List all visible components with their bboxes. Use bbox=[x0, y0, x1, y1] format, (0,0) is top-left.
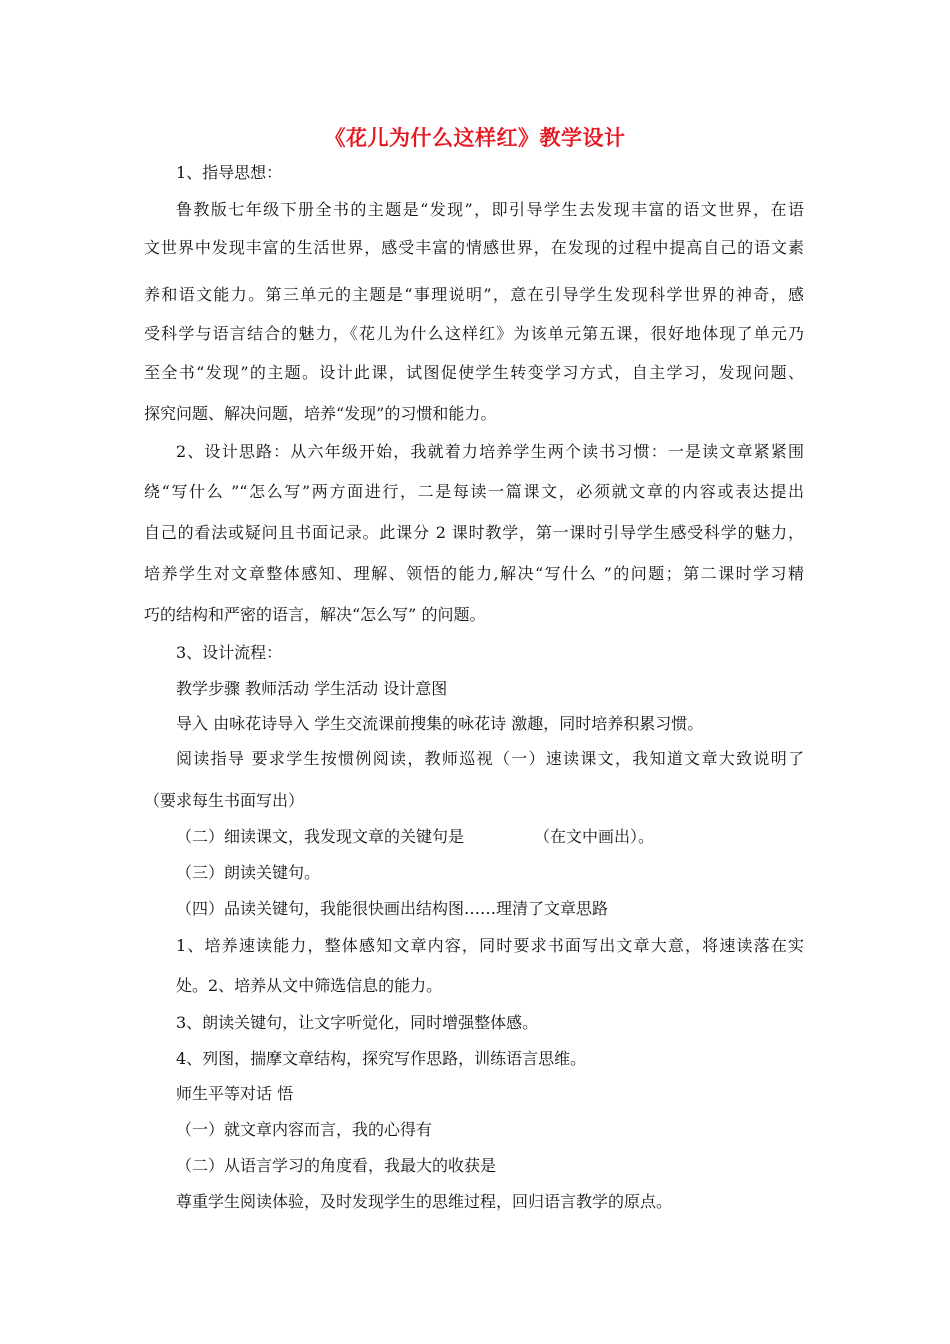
paragraph-line: 绕“写什么 ”“怎么写”两方面进行，二是每读一篇课文，必须就文章的内容或表达提出 bbox=[144, 482, 804, 501]
design-intent-line: 1、培养速读能力，整体感知文章内容，同时要求书面写出文章大意，将速读落在实 bbox=[176, 936, 804, 955]
reading-task-3: （三）朗读关键句。 bbox=[176, 863, 321, 882]
dialogue-task-1: （一）就文章内容而言，我的心得有 bbox=[176, 1120, 433, 1139]
dialogue-intent: 尊重学生阅读体验，及时发现学生的思维过程，回归语言教学的原点。 bbox=[176, 1192, 673, 1211]
flow-step-dialogue: 师生平等对话 悟 bbox=[176, 1084, 294, 1103]
dialogue-task-2: （二）从语言学习的角度看，我最大的收获是 bbox=[176, 1156, 497, 1175]
flow-step-intro: 导入 由咏花诗导入 学生交流课前搜集的咏花诗 激趣，同时培养积累习惯。 bbox=[176, 714, 704, 733]
section-heading-guiding-idea: 1、指导思想： bbox=[176, 163, 283, 182]
reading-task-2-note: （在文中画出）。 bbox=[534, 827, 655, 846]
paragraph-line: 文世界中发现丰富的生活世界，感受丰富的情感世界，在发现的过程中提高自己的语文素 bbox=[144, 238, 804, 257]
paragraph-line: 自己的看法或疑问且书面记录。此课分 2 课时教学，第一课时引导学生感受科学的魅力， bbox=[144, 523, 804, 542]
paragraph-line: 受科学与语言结合的魅力，《花儿为什么这样红》为该单元第五课，很好地体现了单元乃 bbox=[144, 324, 804, 343]
section-heading-design-idea: 2、设计思路：从六年级开始，我就着力培养学生两个读书习惯：一是读文章紧紧围 bbox=[176, 442, 804, 461]
design-intent-line: 4、列图，揣摩文章结构，探究写作思路，训练语言思维。 bbox=[176, 1049, 587, 1068]
paragraph-line: 鲁教版七年级下册全书的主题是“发现”，即引导学生去发现丰富的语文世界，在语 bbox=[176, 200, 804, 219]
section-heading-design-flow: 3、设计流程： bbox=[176, 643, 283, 662]
paragraph-line: 巧的结构和严密的语言，解决“怎么写” 的问题。 bbox=[144, 605, 486, 624]
flow-step-reading-guide: 阅读指导 要求学生按惯例阅读，教师巡视（一）速读课文，我知道文章大致说明了 bbox=[176, 749, 804, 768]
reading-task-4: （四）品读关键句，我能很快画出结构图……理清了文章思路 bbox=[176, 899, 609, 918]
design-intent-line: 处。2、培养从文中筛选信息的能力。 bbox=[176, 976, 443, 995]
paragraph-line: （要求每生书面写出） bbox=[144, 791, 305, 810]
design-intent-line: 3、朗读关键句，让文字听觉化，同时增强整体感。 bbox=[176, 1013, 539, 1032]
paragraph-line: 养和语文能力。第三单元的主题是“事理说明”，意在引导学生发现科学世界的神奇，感 bbox=[144, 285, 804, 304]
paragraph-line: 探究问题、解决问题，培养“发现”的习惯和能力。 bbox=[144, 404, 497, 423]
paragraph-line: 至全书“发现”的主题。设计此课，试图促使学生转变学习方式，自主学习，发现问题、 bbox=[144, 363, 804, 382]
paragraph-line: 培养学生对文章整体感知、理解、领悟的能力,解决“写什么 ”的问题；第二课时学习精 bbox=[144, 564, 804, 583]
reading-task-2-text: （二）细读课文，我发现文章的关键句是 bbox=[176, 827, 465, 846]
document-title: 《花儿为什么这样红》教学设计 bbox=[324, 126, 626, 150]
reading-task-2 bbox=[176, 827, 654, 847]
flow-table-header: 教学步骤 教师活动 学生活动 设计意图 bbox=[176, 679, 448, 698]
